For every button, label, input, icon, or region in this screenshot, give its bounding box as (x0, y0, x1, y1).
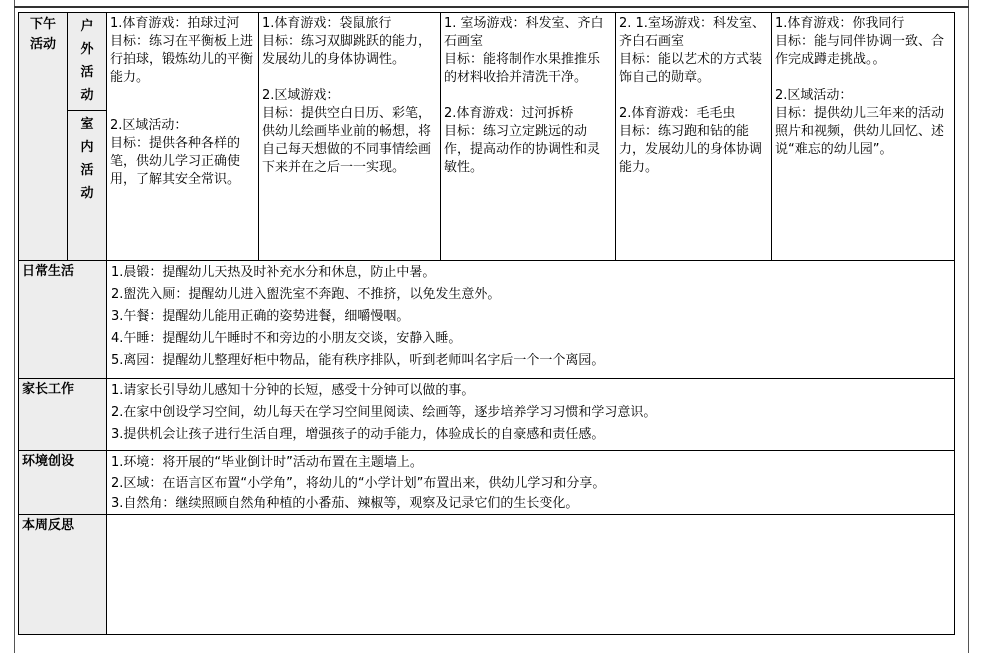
reflection-content[interactable] (107, 515, 955, 635)
environment-item-2: 2.区域：在语言区布置“小学角”，将幼儿的“小学计划”布置出来，供幼儿学习和分享。 (111, 476, 606, 491)
day-4-outdoor-title: 2. 1.室场游戏：科发室、齐白石画室 (619, 16, 765, 49)
daily-life-item-5: 5.离园：提醒幼儿整理好柜中物品，能有秩序排队，听到老师叫名字后一个一个离园。 (111, 353, 605, 368)
day-3-cell (441, 13, 616, 261)
daily-life-item-4: 4.午睡：提醒幼儿午睡时不和旁边的小朋友交谈，安静入睡。 (111, 331, 462, 346)
environment-item-3: 3.自然角：继续照顾自然角种植的小番茄、辣椒等，观察及记录它们的生长变化。 (111, 496, 579, 511)
daily-life-content (107, 261, 955, 379)
environment-label: 环境创设 (22, 454, 75, 469)
indoor-label-cell (68, 111, 107, 261)
daily-life-item-2: 2.盥洗入厕：提醒幼儿进入盥洗室不奔跑、不推挤，以免发生意外。 (111, 287, 501, 302)
day-2-cell (259, 13, 441, 261)
outdoor-label-cell (68, 13, 107, 111)
daily-life-label-cell (19, 261, 107, 379)
day-1-outdoor-goal: 目标：练习在平衡板上进行拍球，锻炼幼儿的平衡能力。 (110, 34, 254, 85)
day-2-outdoor-title: 1.体育游戏：袋鼠旅行 (262, 16, 392, 31)
day-5-outdoor-goal: 目标：能与同伴协调一致、合作完成蹲走挑战。。 (775, 34, 945, 67)
day-2-indoor-goal: 目标：提供空白日历、彩笔，供幼儿绘画毕业前的畅想，将自己每天想做的不同事情绘画下来并在之后一一实现。 (262, 106, 432, 175)
day-3-indoor-title: 2.体育游戏：过河拆桥 (444, 106, 574, 121)
afternoon-label-cell (19, 13, 68, 261)
day-1-outdoor-title: 1.体育游戏：拍球过河 (110, 16, 240, 31)
left-margin-line (14, 0, 15, 653)
afternoon-outdoor-row (19, 13, 955, 111)
environment-item-1: 1.环境：将开展的“毕业倒计时”活动布置在主题墙上。 (111, 455, 423, 470)
reflection-label: 本周反思 (22, 518, 75, 533)
day-3-outdoor-goal: 目标：能将制作水果推推乐的材料收拾并清洗干净。 (444, 52, 601, 85)
day-4-indoor-goal: 目标：练习跑和钻的能力，发展幼儿的身体协调能力。 (619, 124, 763, 175)
reflection-row (19, 515, 955, 635)
day-1-cell (107, 13, 259, 261)
day-2-outdoor-goal: 目标：练习双脚跳跃的能力，发展幼儿的身体协调性。 (262, 34, 432, 67)
day-2-indoor-title: 2.区域游戏： (262, 88, 340, 103)
environment-row (19, 451, 955, 515)
weekly-plan-table (18, 12, 955, 635)
parent-work-label-cell (19, 379, 107, 451)
daily-life-label: 日常生活 (22, 264, 75, 279)
day-5-indoor-title: 2.区域活动： (775, 88, 853, 103)
right-margin-line (968, 0, 969, 653)
top-margin-line (14, 6, 969, 8)
day-4-indoor-title: 2.体育游戏：毛毛虫 (619, 106, 736, 121)
parent-work-item-2: 2.在家中创设学习空间，幼儿每天在学习空间里阅读、绘画等，逐步培养学习习惯和学习意识。 (111, 405, 657, 420)
day-4-cell (616, 13, 772, 261)
day-5-indoor-goal: 目标：提供幼儿三年来的活动照片和视频，供幼儿回忆、述说“难忘的幼儿园”。 (775, 106, 945, 157)
day-4-outdoor-goal: 目标：能以艺术的方式装饰自己的勋章。 (619, 52, 763, 85)
afternoon-label: 下午活动 (29, 17, 56, 52)
day-5-outdoor-title: 1.体育游戏：你我同行 (775, 16, 905, 31)
daily-life-item-3: 3.午餐：提醒幼儿能用正确的姿势进餐，细嚼慢咽。 (111, 309, 410, 324)
parent-work-label: 家长工作 (22, 382, 75, 397)
parent-work-item-3: 3.提供机会让孩子进行生活自理，增强孩子的动手能力，体验成长的自豪感和责任感。 (111, 427, 605, 442)
reflection-label-cell (19, 515, 107, 635)
parent-work-row (19, 379, 955, 451)
parent-work-content (107, 379, 955, 451)
day-5-cell (772, 13, 955, 261)
day-3-indoor-goal: 目标：练习立定跳远的动作，提高动作的协调性和灵敏性。 (444, 124, 601, 175)
indoor-label: 室内活动 (80, 117, 94, 201)
daily-life-row (19, 261, 955, 379)
day-1-indoor-title: 2.区域活动： (110, 118, 188, 133)
daily-life-item-1: 1.晨锻：提醒幼儿天热及时补充水分和休息，防止中暑。 (111, 265, 436, 280)
parent-work-item-1: 1.请家长引导幼儿感知十分钟的长短，感受十分钟可以做的事。 (111, 383, 475, 398)
outdoor-label: 户外活动 (80, 19, 94, 103)
day-1-indoor-goal: 目标：提供各种各样的笔，供幼儿学习正确使用，了解其安全常识。 (110, 136, 241, 187)
environment-content (107, 451, 955, 515)
environment-label-cell (19, 451, 107, 515)
day-3-outdoor-title: 1. 室场游戏：科发室、齐白石画室 (444, 16, 604, 49)
